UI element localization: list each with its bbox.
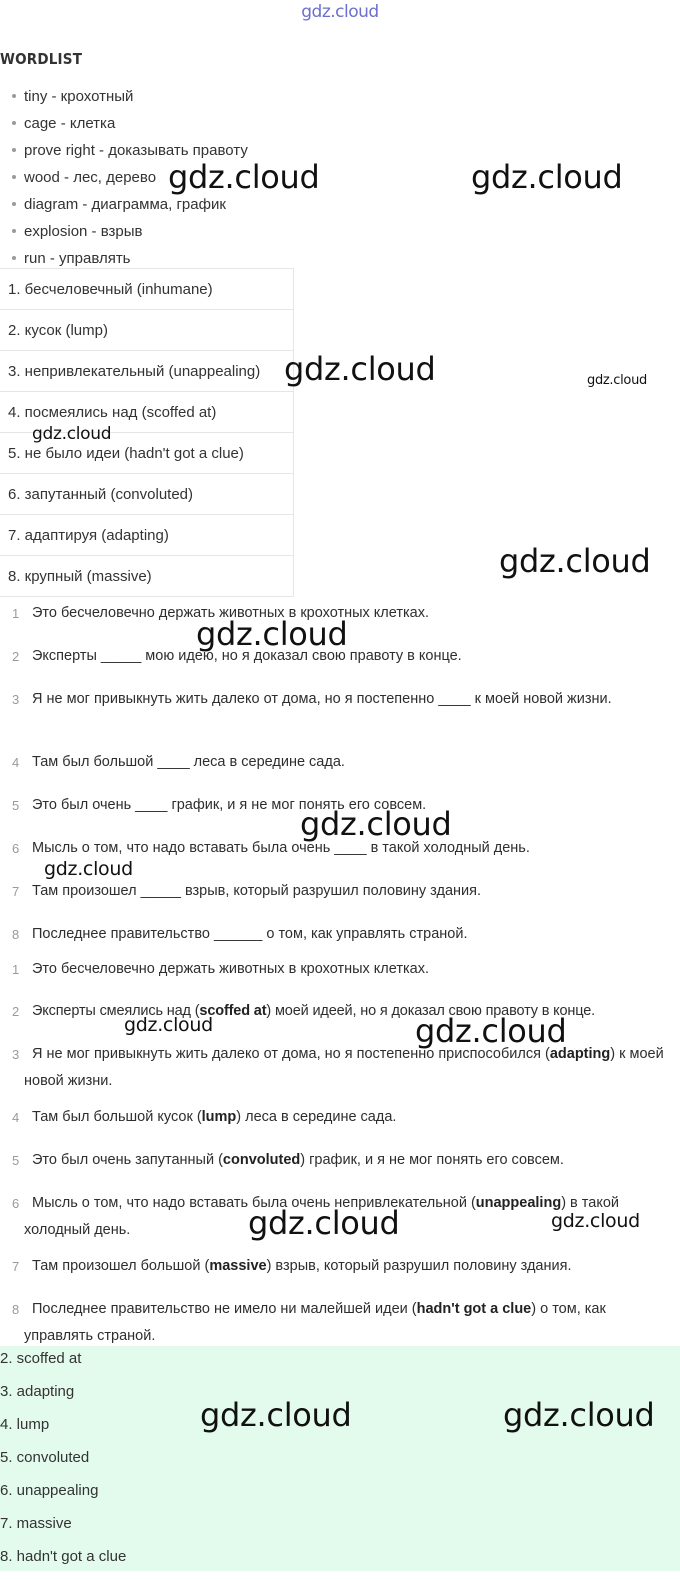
item-number: 5 [12, 1153, 20, 1168]
item-number: 3 [12, 692, 20, 707]
item-text: Мысль о том, что надо вставать была очень непривлекательной (unappealing) в такой холодный день. [24, 1195, 619, 1238]
list-item: 3. adapting [0, 1383, 75, 1400]
item-number: 1 [12, 606, 20, 621]
watermark: gdz.cloud [284, 350, 436, 388]
item-number: 2 [12, 1004, 20, 1019]
watermark: gdz.cloud [300, 805, 452, 843]
table-row [0, 515, 294, 556]
watermark: gdz.cloud [248, 1204, 400, 1242]
watermark: gdz.cloud [503, 1396, 655, 1434]
item-number: 2 [12, 649, 20, 664]
answer-key [0, 1346, 680, 1571]
table-cell: 8. крупный (massive) [0, 556, 294, 597]
item-text: Последнее правительство ______ о том, как управлять страной. [32, 926, 468, 942]
item-text: Последнее правительство не имело ни малейшей идеи (hadn't got a clue) о том, как управлять страной. [24, 1301, 606, 1344]
list-item: 8. hadn't got a clue [0, 1548, 127, 1565]
watermark: gdz.cloud [415, 1012, 567, 1050]
list-item: tiny - крохотный [12, 87, 248, 114]
table-cell: 2. кусок (lump) [0, 310, 294, 351]
bullet-icon [12, 229, 16, 233]
watermark: gdz.cloud [499, 542, 651, 580]
list-item: 6. unappealing [0, 1482, 99, 1499]
item-text: Там был большой ____ леса в середине сада. [32, 754, 345, 770]
item-number: 5 [12, 798, 20, 813]
watermark: gdz.cloud [196, 615, 348, 653]
wordlist-title: WORDLIST [0, 50, 83, 68]
item-number: 6 [12, 841, 20, 856]
item-text: Это был очень запутанный (convoluted) график, и я не мог понять его совсем. [32, 1152, 564, 1168]
item-text: Эксперты смеялись над (scoffed at) моей идеей, но я доказал свою правоту в конце. [32, 1003, 596, 1019]
list-item: diagram - диаграмма, график [12, 195, 248, 222]
table-row [0, 474, 294, 515]
item-number: 8 [12, 927, 20, 942]
item-text: Там произошел _____ взрыв, который разрушил половину здания. [32, 883, 481, 899]
list-item: wood - лес, дерево [12, 168, 248, 195]
table-row [0, 269, 294, 310]
watermark: gdz.cloud [124, 1014, 213, 1036]
bullet-icon [12, 121, 16, 125]
list-item: 5. convoluted [0, 1449, 90, 1466]
item-text: Это был очень ____ график, и я не мог понять его совсем. [32, 797, 427, 813]
list-item: 7. massive [0, 1515, 72, 1532]
table-cell: 4. посмеялись над (scoffed at) [0, 392, 294, 433]
list-item: cage - клетка [12, 114, 248, 141]
watermark: gdz.cloud [32, 424, 112, 444]
list-item: explosion - взрыв [12, 222, 248, 249]
bullet-icon [12, 175, 16, 179]
item-number: 7 [12, 1259, 20, 1274]
item-number: 6 [12, 1196, 20, 1211]
watermark: gdz.cloud [551, 1210, 640, 1232]
item-text: Мысль о том, что надо вставать была очень ____ в такой холодный день. [32, 840, 530, 856]
table-cell: 6. запутанный (convoluted) [0, 474, 294, 515]
item-number: 4 [12, 1110, 20, 1125]
bullet-icon [12, 148, 16, 152]
bullet-icon [12, 202, 16, 206]
item-text: Это бесчеловечно держать животных в крохотных клетках. [32, 605, 430, 621]
item-number: 4 [12, 755, 20, 770]
table-row [0, 556, 294, 597]
site-logo[interactable]: gdz.cloud [301, 2, 379, 22]
list-item: run - управлять [12, 249, 248, 276]
bullet-icon [12, 94, 16, 98]
watermark: gdz.cloud [471, 158, 623, 196]
watermark: gdz.cloud [168, 158, 320, 196]
table-cell: 1. бесчеловечный (inhumane) [0, 269, 294, 310]
item-text: Там был большой кусок (lump) леса в середине сада. [32, 1109, 397, 1125]
item-text: Эксперты _____ мою идею, но я доказал свою правоту в конце. [32, 648, 462, 664]
list-item: 4. lump [0, 1416, 50, 1433]
table-cell: 5. не было идеи (hadn't got a clue) [0, 433, 294, 474]
item-text: Я не мог привыкнуть жить далеко от дома, но я постепенно ____ к моей новой жизни. [32, 691, 612, 707]
table-row [0, 310, 294, 351]
table-row [0, 351, 294, 392]
list-item: 2. scoffed at [0, 1350, 82, 1367]
table-cell: 7. адаптируя (adapting) [0, 515, 294, 556]
item-text: Там произошел большой (massive) взрыв, который разрушил половину здания. [32, 1258, 572, 1274]
item-number: 1 [12, 962, 20, 977]
list-item: prove right - доказывать правоту [12, 141, 248, 168]
item-number: 7 [12, 884, 20, 899]
watermark: gdz.cloud [587, 373, 647, 388]
table-cell: 3. непривлекательный (unappealing) [0, 351, 294, 392]
item-number: 8 [12, 1302, 20, 1317]
watermark: gdz.cloud [44, 858, 133, 880]
bullet-icon [12, 256, 16, 260]
item-number: 3 [12, 1047, 20, 1062]
item-text: Это бесчеловечно держать животных в крохотных клетках. [32, 961, 430, 977]
watermark: gdz.cloud [200, 1396, 352, 1434]
item-text: Я не мог привыкнуть жить далеко от дома, но я постепенно приспособился (adapting) к моей новой жизни. [24, 1046, 664, 1089]
